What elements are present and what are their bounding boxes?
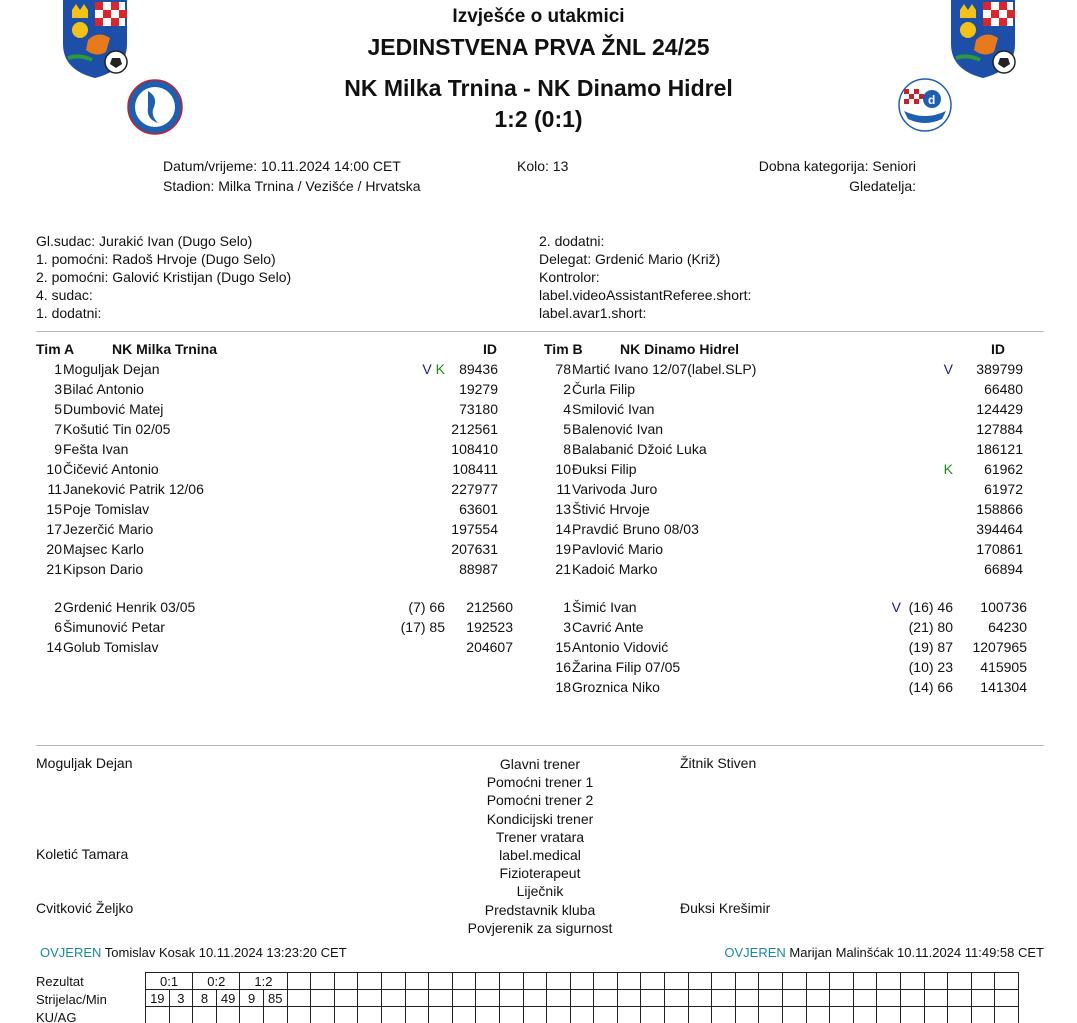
scorer-cell: 3 xyxy=(169,990,193,1007)
row-label: Strijelac/Min xyxy=(36,992,107,1007)
empty-cell xyxy=(358,990,382,1007)
empty-cell xyxy=(971,973,995,990)
team-a-medical: Koletić Tamara xyxy=(36,846,129,862)
empty-cell xyxy=(735,973,759,990)
empty-cell xyxy=(405,973,429,990)
empty-cell xyxy=(924,1007,948,1023)
empty-cell xyxy=(759,1007,783,1023)
empty-cell xyxy=(901,1007,925,1023)
empty-cell xyxy=(735,990,759,1007)
player-id: 141304 xyxy=(980,679,1027,695)
empty-cell xyxy=(594,973,618,990)
empty-cell xyxy=(853,973,877,990)
divider xyxy=(36,745,1044,746)
mark-k: K xyxy=(943,461,953,477)
empty-cell xyxy=(146,1007,170,1023)
staff-role: label.medical xyxy=(499,847,581,864)
empty-cell xyxy=(830,990,854,1007)
player-number: 78 xyxy=(555,361,571,377)
player-number: 5 xyxy=(54,401,62,417)
team-a-club-rep: Cvitković Željko xyxy=(36,900,134,916)
empty-cell xyxy=(665,973,689,990)
empty-cell xyxy=(806,1007,830,1023)
empty-cell xyxy=(381,973,405,990)
player-number: 10 xyxy=(555,461,571,477)
team-b-head-coach: Žitnik Stiven xyxy=(680,755,757,771)
player-name: Groznica Niko xyxy=(572,679,660,695)
player-number: 15 xyxy=(555,639,571,655)
player-name: Majsec Karlo xyxy=(63,541,144,557)
player-id: 204607 xyxy=(466,639,513,655)
player-number: 17 xyxy=(46,521,62,537)
age-category: Dobna kategorija: Seniori xyxy=(758,158,916,174)
player-id: 389799 xyxy=(976,361,1023,377)
staff-role: Glavni trener xyxy=(499,756,581,772)
match-stadium: Stadion: Milka Trnina / Vezišće / Hrvatska xyxy=(163,178,421,194)
empty-cell xyxy=(452,1007,476,1023)
league-title: JEDINSTVENA PRVA ŽNL 24/25 xyxy=(367,34,710,60)
empty-cell xyxy=(617,973,641,990)
empty-cell xyxy=(311,973,335,990)
player-number: 1 xyxy=(563,599,571,615)
staff-role: Pomoćni trener 1 xyxy=(486,774,594,791)
match-datetime: Datum/vrijeme: 10.11.2024 14:00 CET xyxy=(163,158,401,174)
player-name: Moguljak Dejan xyxy=(63,361,160,377)
player-id: 415905 xyxy=(980,659,1027,675)
team-a-label: Tim A xyxy=(36,341,75,357)
empty-cell xyxy=(547,1007,571,1023)
verified-by: Marijan Malinšćak 10.11.2024 11:49:58 CET xyxy=(789,945,1044,960)
result-cell: 1:2 xyxy=(240,973,287,990)
player-name: Balenović Ivan xyxy=(572,421,664,437)
empty-cell xyxy=(617,1007,641,1023)
player-id: 73180 xyxy=(459,401,498,417)
empty-cell xyxy=(806,973,830,990)
player-id: 61972 xyxy=(984,481,1023,497)
player-id: 127884 xyxy=(976,421,1023,437)
ku-ag-row xyxy=(146,1007,1019,1023)
official-line: 2. dodatni: xyxy=(539,233,605,249)
team-a-id-header: ID xyxy=(483,341,497,357)
divider xyxy=(36,331,1044,332)
player-name: Jezerčić Mario xyxy=(63,521,154,537)
empty-cell xyxy=(263,1007,287,1023)
player-name: Šimić Ivan xyxy=(572,599,637,615)
empty-cell xyxy=(995,973,1019,990)
empty-cell xyxy=(429,973,453,990)
official-line: 1. pomoćni: Radoš Hrvoje (Dugo Selo) xyxy=(36,251,276,267)
team-b-club-rep: Đuksi Krešimir xyxy=(680,900,771,916)
empty-cell xyxy=(523,990,547,1007)
empty-cell xyxy=(405,1007,429,1023)
empty-cell xyxy=(759,973,783,990)
player-id: 63601 xyxy=(459,501,498,517)
empty-cell xyxy=(877,973,901,990)
empty-cell xyxy=(688,1007,712,1023)
empty-cell xyxy=(594,990,618,1007)
empty-cell xyxy=(499,973,523,990)
player-id: 88987 xyxy=(459,561,498,577)
player-id: 61962 xyxy=(984,461,1023,477)
substitution-info: (7) 66 xyxy=(408,599,445,615)
player-id: 66894 xyxy=(984,561,1023,577)
official-line: label.avar1.short: xyxy=(539,305,647,321)
player-name: Đuksi Filip xyxy=(572,461,637,477)
empty-cell xyxy=(311,1007,335,1023)
empty-cell xyxy=(523,973,547,990)
empty-cell xyxy=(783,973,807,990)
empty-cell xyxy=(853,1007,877,1023)
substitution-info: (21) 80 xyxy=(908,619,953,635)
empty-cell xyxy=(452,990,476,1007)
verified-status: OVJEREN xyxy=(724,945,786,960)
empty-cell xyxy=(688,990,712,1007)
scorer-cell: 19 xyxy=(146,990,170,1007)
player-id: 124429 xyxy=(976,401,1023,417)
player-marks xyxy=(913,359,953,379)
row-label: Rezultat xyxy=(36,974,84,989)
empty-cell xyxy=(853,990,877,1007)
staff-role: Liječnik xyxy=(516,883,564,900)
empty-cell xyxy=(476,990,500,1007)
empty-cell xyxy=(570,1007,594,1023)
player-id: 108410 xyxy=(451,441,498,457)
official-line: label.videoAssistantReferee.short: xyxy=(539,287,752,303)
mark-v: V xyxy=(422,361,432,377)
official-line: Gl.sudac: Jurakić Ivan (Dugo Selo) xyxy=(36,233,253,249)
empty-cell xyxy=(476,1007,500,1023)
empty-cell xyxy=(995,1007,1019,1023)
empty-cell xyxy=(641,973,665,990)
empty-cell xyxy=(712,973,736,990)
empty-cell xyxy=(547,973,571,990)
empty-cell xyxy=(712,1007,736,1023)
empty-cell xyxy=(783,1007,807,1023)
empty-cell xyxy=(665,990,689,1007)
result-cell: 0:2 xyxy=(193,973,240,990)
empty-cell xyxy=(665,1007,689,1023)
empty-cell xyxy=(806,990,830,1007)
player-id: 19279 xyxy=(459,381,498,397)
empty-cell xyxy=(381,990,405,1007)
empty-cell xyxy=(240,1007,264,1023)
player-id: 227977 xyxy=(451,481,498,497)
player-number: 14 xyxy=(555,521,571,537)
player-name: Poje Tomislav xyxy=(63,501,150,517)
player-name: Martić Ivano 12/07(label.SLP) xyxy=(572,361,757,377)
match-round: Kolo: 13 xyxy=(517,158,569,174)
player-id: 66480 xyxy=(984,381,1023,397)
player-number: 19 xyxy=(555,541,571,557)
scorer-cell: 9 xyxy=(240,990,264,1007)
player-number: 10 xyxy=(46,461,62,477)
empty-cell xyxy=(523,1007,547,1023)
official-line: 2. pomoćni: Galović Kristijan (Dugo Selo) xyxy=(36,269,292,285)
empty-cell xyxy=(334,1007,358,1023)
empty-cell xyxy=(429,1007,453,1023)
score-table xyxy=(145,972,1019,1023)
player-name: Kipson Dario xyxy=(63,561,144,577)
player-name: Grdenić Henrik 03/05 xyxy=(63,599,196,615)
staff-role: Pomoćni trener 2 xyxy=(486,792,594,809)
empty-cell xyxy=(948,973,972,990)
official-line: Kontrolor: xyxy=(539,269,600,285)
player-name: Cavrić Ante xyxy=(572,619,644,635)
empty-cell xyxy=(971,1007,995,1023)
empty-cell xyxy=(617,990,641,1007)
player-number: 21 xyxy=(46,561,62,577)
substitution-info: (10) 23 xyxy=(908,659,953,675)
official-line: 1. dodatni: xyxy=(36,305,102,321)
player-number: 13 xyxy=(555,501,571,517)
staff-role: Fizioterapeut xyxy=(499,865,581,882)
player-number: 20 xyxy=(46,541,62,557)
player-number: 1 xyxy=(54,361,62,377)
empty-cell xyxy=(948,990,972,1007)
team-a-name: NK Milka Trnina xyxy=(112,341,218,357)
empty-cell xyxy=(759,990,783,1007)
player-marks xyxy=(405,359,445,379)
player-name: Štivić Hrvoje xyxy=(572,501,650,517)
empty-cell xyxy=(358,1007,382,1023)
mark-k: K xyxy=(431,361,445,377)
player-id: 192523 xyxy=(466,619,513,635)
empty-cell xyxy=(688,973,712,990)
official-line: Delegat: Grdenić Mario (Križ) xyxy=(539,251,721,267)
player-number: 15 xyxy=(46,501,62,517)
player-number: 18 xyxy=(555,679,571,695)
empty-cell xyxy=(216,1007,240,1023)
player-number: 2 xyxy=(563,381,571,397)
empty-cell xyxy=(877,1007,901,1023)
row-label: KU/AG xyxy=(36,1010,77,1023)
player-name: Golub Tomislav xyxy=(63,639,159,655)
svg-text:d: d xyxy=(928,93,936,107)
empty-cell xyxy=(429,990,453,1007)
player-name: Košutić Tin 02/05 xyxy=(63,421,171,437)
empty-cell xyxy=(570,990,594,1007)
player-name: Šimunović Petar xyxy=(63,619,165,635)
empty-cell xyxy=(901,990,925,1007)
empty-cell xyxy=(570,973,594,990)
empty-cell xyxy=(924,973,948,990)
officials-right xyxy=(539,232,751,322)
empty-cell xyxy=(877,990,901,1007)
player-id: 207631 xyxy=(451,541,498,557)
report-title: Izvješće o utakmici xyxy=(452,6,625,27)
player-marks xyxy=(913,459,953,479)
empty-cell xyxy=(169,1007,193,1023)
empty-cell xyxy=(476,973,500,990)
empty-cell xyxy=(499,990,523,1007)
empty-cell xyxy=(641,990,665,1007)
player-number: 14 xyxy=(46,639,62,655)
result-cell: 0:1 xyxy=(146,973,193,990)
mark-v: V xyxy=(943,361,953,377)
player-id: 394464 xyxy=(976,521,1023,537)
player-name: Žarina Filip 07/05 xyxy=(572,659,681,675)
player-name: Fešta Ivan xyxy=(63,441,129,457)
player-id: 170861 xyxy=(976,541,1023,557)
empty-cell xyxy=(358,973,382,990)
player-name: Kadoić Marko xyxy=(572,561,658,577)
player-number: 7 xyxy=(54,421,62,437)
player-id: 108411 xyxy=(452,461,498,477)
verification-left xyxy=(40,945,347,960)
player-number: 16 xyxy=(555,659,571,675)
player-number: 4 xyxy=(563,401,571,417)
empty-cell xyxy=(995,990,1019,1007)
player-name: Janeković Patrik 12/06 xyxy=(63,481,204,497)
empty-cell xyxy=(641,1007,665,1023)
empty-cell xyxy=(830,1007,854,1023)
player-number: 21 xyxy=(555,561,571,577)
official-line: 4. sudac: xyxy=(36,287,93,303)
player-id: 64230 xyxy=(988,619,1027,635)
team-b-label: Tim B xyxy=(544,341,583,357)
player-name: Balabanić Džoić Luka xyxy=(572,441,707,457)
empty-cell xyxy=(287,1007,311,1023)
scorer-cell: 49 xyxy=(216,990,240,1007)
player-name: Čurla Filip xyxy=(572,381,636,397)
empty-cell xyxy=(405,990,429,1007)
substitution-info: (14) 66 xyxy=(908,679,953,695)
empty-cell xyxy=(830,973,854,990)
player-number: 6 xyxy=(54,619,62,635)
officials-left xyxy=(36,232,291,322)
empty-cell xyxy=(381,1007,405,1023)
result-row xyxy=(146,973,1019,990)
player-id: 1207965 xyxy=(972,639,1027,655)
empty-cell xyxy=(735,1007,759,1023)
empty-cell xyxy=(193,1007,217,1023)
staff-roles xyxy=(440,755,640,937)
scorer-row xyxy=(146,990,1019,1007)
substitution-info: (16) 46 xyxy=(908,599,953,615)
empty-cell xyxy=(334,990,358,1007)
player-number: 5 xyxy=(563,421,571,437)
empty-cell xyxy=(594,1007,618,1023)
player-id: 89436 xyxy=(459,361,498,377)
team-a-head-coach: Moguljak Dejan xyxy=(36,755,133,771)
verification-right xyxy=(724,945,1044,960)
empty-cell xyxy=(971,990,995,1007)
player-name: Pravdić Bruno 08/03 xyxy=(572,521,699,537)
player-name: Dumbović Matej xyxy=(63,401,164,417)
spectators: Gledatelja: xyxy=(849,178,916,194)
staff-role: Povjerenik za sigurnost xyxy=(467,919,613,936)
staff-role: Predstavnik kluba xyxy=(484,901,596,918)
player-number: 3 xyxy=(563,619,571,635)
player-number: 11 xyxy=(556,481,571,497)
player-id: 186121 xyxy=(976,441,1023,457)
player-name: Pavlović Mario xyxy=(572,541,664,557)
empty-cell xyxy=(712,990,736,1007)
player-name: Varivoda Juro xyxy=(572,481,658,497)
substitution-info: (17) 85 xyxy=(400,619,445,635)
player-number: 3 xyxy=(54,381,62,397)
team-b-id-header: ID xyxy=(991,341,1005,357)
staff-role: Trener vratara xyxy=(495,828,585,845)
player-id: 212560 xyxy=(466,599,513,615)
team-b-name: NK Dinamo Hidrel xyxy=(620,341,740,357)
player-id: 158866 xyxy=(976,501,1023,517)
empty-cell xyxy=(901,973,925,990)
match-title: NK Milka Trnina - NK Dinamo Hidrel xyxy=(344,75,733,101)
empty-cell xyxy=(948,1007,972,1023)
final-score: 1:2 (0:1) xyxy=(494,106,583,132)
player-name: Bilać Antonio xyxy=(63,381,144,397)
player-number: 8 xyxy=(563,441,571,457)
empty-cell xyxy=(311,990,335,1007)
player-id: 100736 xyxy=(980,599,1027,615)
player-name: Antonio Vidović xyxy=(572,639,669,655)
score-table-labels xyxy=(36,973,107,1023)
player-number: 2 xyxy=(54,599,62,615)
staff-role: Kondicijski trener xyxy=(486,810,594,827)
empty-cell xyxy=(452,973,476,990)
scorer-cell: 8 xyxy=(193,990,217,1007)
mark-v: V xyxy=(891,599,901,615)
player-marks xyxy=(861,597,901,617)
empty-cell xyxy=(783,990,807,1007)
empty-cell xyxy=(924,990,948,1007)
substitution-info: (19) 87 xyxy=(908,639,953,655)
player-number: 11 xyxy=(47,481,62,497)
player-name: Smilović Ivan xyxy=(572,401,655,417)
player-name: Čičević Antonio xyxy=(63,461,159,477)
verified-by: Tomislav Kosak 10.11.2024 13:23:20 CET xyxy=(104,945,347,960)
empty-cell xyxy=(334,973,358,990)
player-id: 212561 xyxy=(451,421,498,437)
empty-cell xyxy=(547,990,571,1007)
empty-cell xyxy=(499,1007,523,1023)
player-number: 9 xyxy=(54,441,62,457)
player-id: 197554 xyxy=(451,521,498,537)
empty-cell xyxy=(287,990,311,1007)
scorer-cell: 85 xyxy=(263,990,287,1007)
verified-status: OVJEREN xyxy=(40,945,102,960)
empty-cell xyxy=(287,973,311,990)
